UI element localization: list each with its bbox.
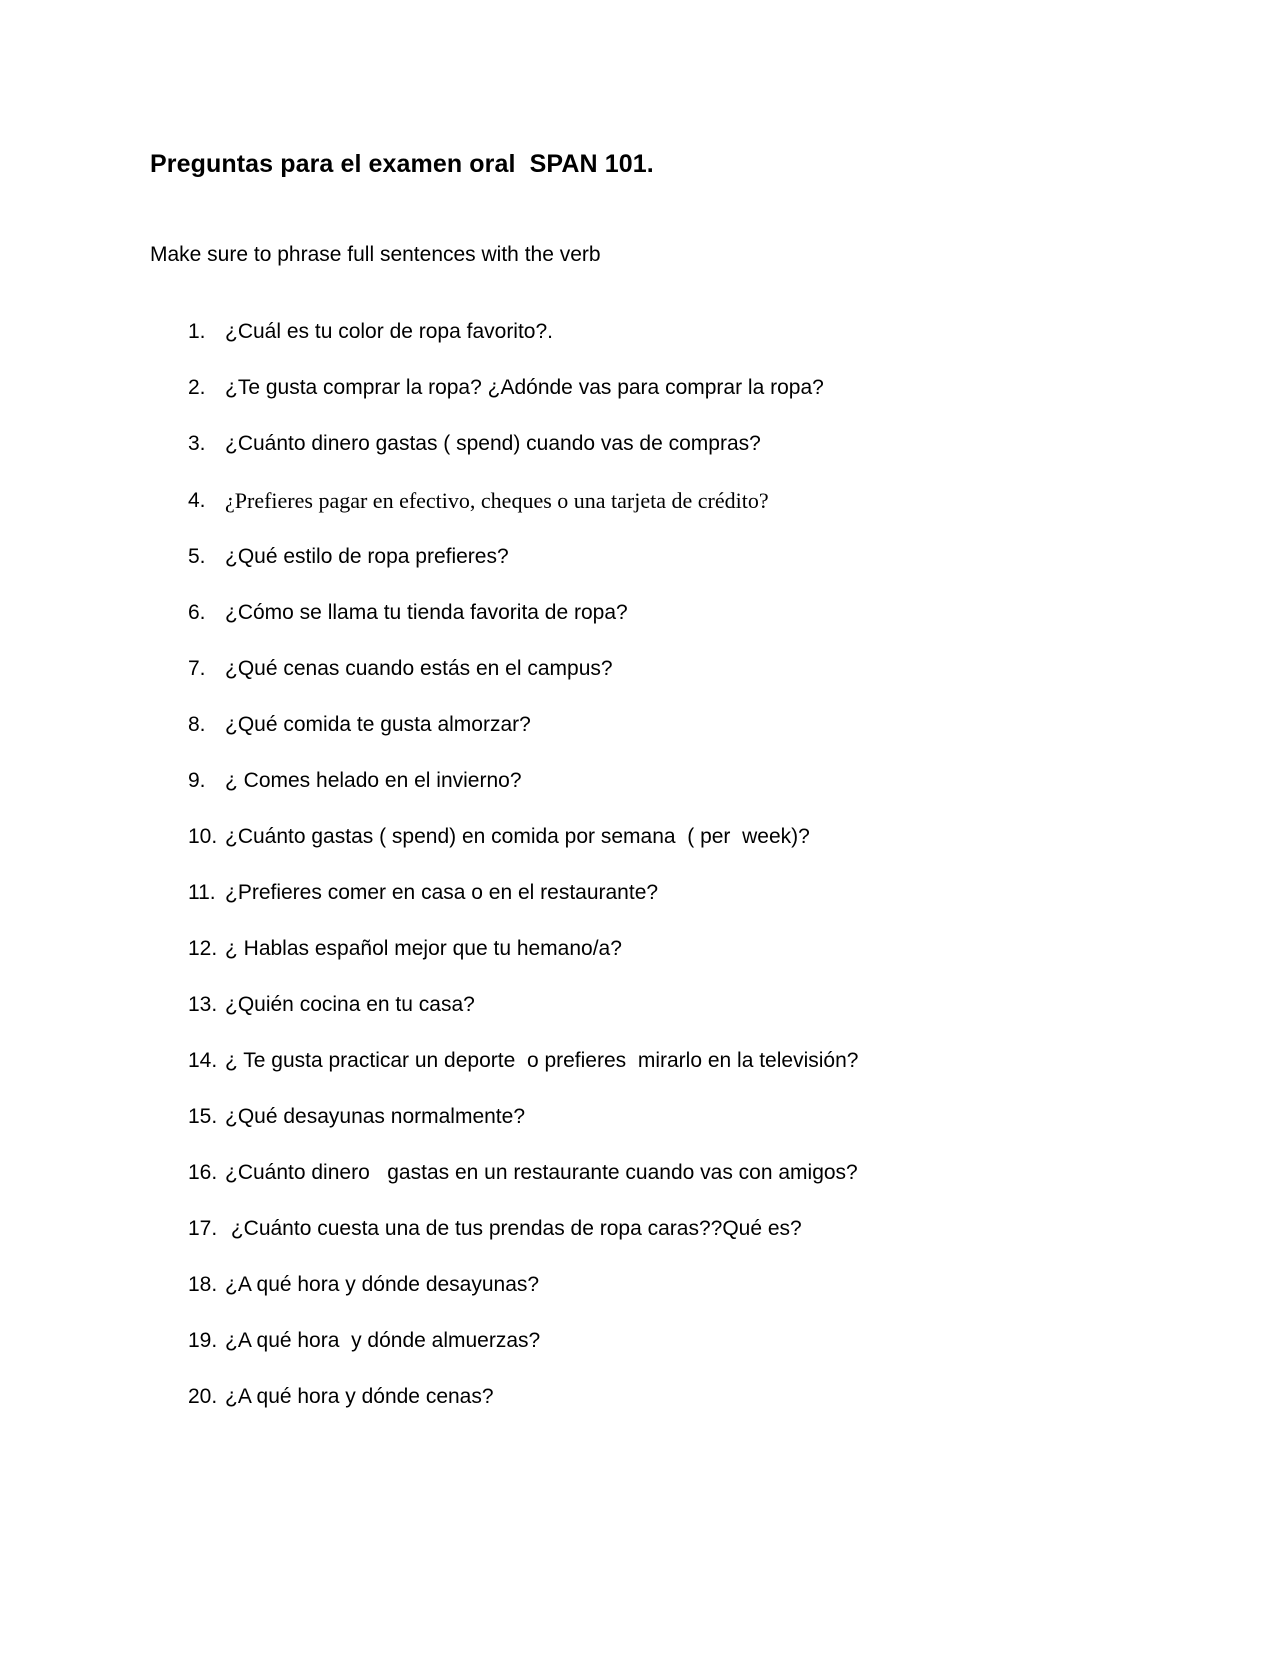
question-number: 18. (188, 1273, 218, 1296)
question-number: 12. (188, 937, 218, 960)
question-number: 6. (188, 601, 206, 624)
question-text: ¿Qué cenas cuando estás en el campus? (225, 657, 613, 680)
question-item (0, 1102, 1100, 1132)
question-text: ¿Qué comida te gusta almorzar? (225, 713, 531, 736)
question-item (0, 486, 1100, 516)
question-text: ¿Cuál es tu color de ropa favorito?. (225, 320, 554, 343)
question-item (0, 1326, 1100, 1356)
question-text: ¿Quién cocina en tu casa? (225, 993, 475, 1016)
question-item (0, 934, 1100, 964)
question-text: ¿ Comes helado en el invierno? (225, 769, 522, 792)
question-text: ¿Cuánto cuesta una de tus prendas de ropa caras??Qué es? (225, 1217, 802, 1240)
question-item (0, 1214, 1100, 1244)
question-number: 10. (188, 825, 218, 848)
question-item (0, 878, 1100, 908)
question-number: 17. (188, 1217, 218, 1240)
question-number: 4. (188, 489, 206, 512)
question-number: 2. (188, 376, 206, 399)
question-number: 13. (188, 993, 218, 1016)
question-number: 11. (188, 881, 216, 904)
question-item (0, 1158, 1100, 1188)
instruction-text: Make sure to phrase full sentences with the verb (150, 243, 601, 266)
question-text: ¿Cuánto dinero gastas en un restaurante cuando vas con amigos? (225, 1161, 858, 1184)
question-item (0, 654, 1100, 684)
question-text: ¿Cómo se llama tu tienda favorita de ropa? (225, 601, 628, 624)
question-text: ¿Qué estilo de ropa prefieres? (225, 545, 509, 568)
question-text: ¿ Te gusta practicar un deporte o prefieres mirarlo en la televisión? (225, 1049, 859, 1072)
question-item (0, 1382, 1100, 1412)
question-number: 19. (188, 1329, 218, 1352)
question-number: 3. (188, 432, 206, 455)
question-item (0, 822, 1100, 852)
document-title: Preguntas para el examen oral SPAN 101. (150, 150, 654, 178)
question-item (0, 317, 1100, 347)
question-number: 7. (188, 657, 206, 680)
question-text: ¿A qué hora y dónde desayunas? (225, 1273, 540, 1296)
question-number: 5. (188, 545, 206, 568)
question-number: 16. (188, 1161, 218, 1184)
question-item (0, 710, 1100, 740)
question-text: ¿Qué desayunas normalmente? (225, 1105, 525, 1128)
question-number: 9. (188, 769, 206, 792)
question-text: ¿Prefieres pagar en efectivo, cheques o una tarjeta de crédito? (225, 488, 769, 513)
question-text: ¿ Hablas español mejor que tu hemano/a? (225, 937, 622, 960)
question-item (0, 542, 1100, 572)
question-item (0, 598, 1100, 628)
question-text: ¿Cuánto dinero gastas ( spend) cuando vas de compras? (225, 432, 761, 455)
question-number: 14. (188, 1049, 218, 1072)
question-item (0, 1046, 1100, 1076)
question-number: 1. (188, 320, 206, 343)
question-text: ¿Cuánto gastas ( spend) en comida por semana ( per week)? (225, 825, 810, 848)
question-number: 8. (188, 713, 206, 736)
question-item (0, 429, 1100, 459)
question-item (0, 990, 1100, 1020)
question-text: ¿A qué hora y dónde almuerzas? (225, 1329, 541, 1352)
question-text: ¿Te gusta comprar la ropa? ¿Adónde vas para comprar la ropa? (225, 376, 824, 399)
question-item (0, 1270, 1100, 1300)
question-number: 15. (188, 1105, 218, 1128)
question-number: 20. (188, 1385, 218, 1408)
question-item (0, 373, 1100, 403)
question-text: ¿A qué hora y dónde cenas? (225, 1385, 494, 1408)
question-item (0, 766, 1100, 796)
question-text: ¿Prefieres comer en casa o en el restaurante? (225, 881, 659, 904)
